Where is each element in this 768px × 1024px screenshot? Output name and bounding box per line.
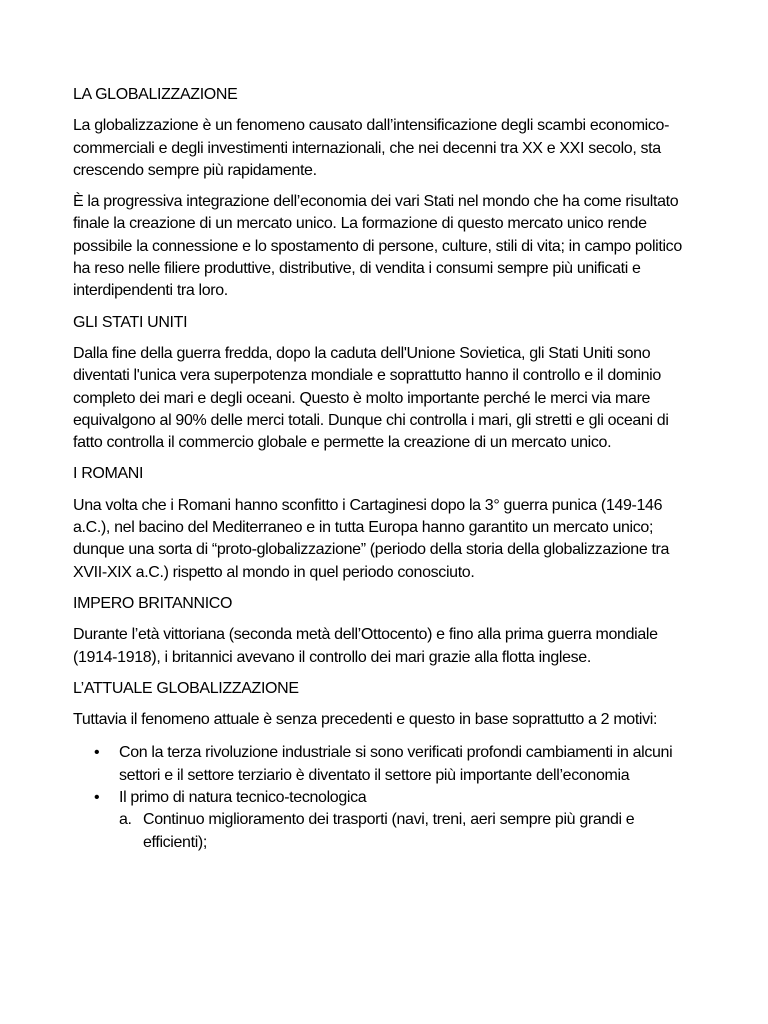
sub-list [73, 809, 698, 854]
bullet-list [73, 742, 698, 809]
sub-list-item [73, 809, 698, 854]
section-impero-britannico [73, 593, 698, 669]
bullet-icon: • [94, 789, 100, 807]
paragraph: Durante l’età vittoriana (seconda metà dell’Ottocento) e fino alla prima guerra mondiale (1914-1918), i britannici avevano il controllo dei mari grazie alla flotta inglese. [73, 626, 658, 666]
paragraph: È la progressiva integrazione dell’economia dei vari Stati nel mondo che ha come risultato finale la creazione di un mercato unico. La formazione di questo mercato unico rende possibile la connessione e lo spostamento di persone, culture, stili di vita; in campo politico ha reso nelle filiere produttive, distributive, di vendita i consumi sempre più unificati e interdipendenti tra loro. [73, 193, 682, 300]
paragraph: La globalizzazione è un fenomeno causato dall’intensificazione degli scambi economico-commerciali e degli investimenti internazionali, che nei decenni tra XX e XXI secolo, sta crescendo sempre più rapidamente. [73, 117, 670, 179]
paragraph: Dalla fine della guerra fredda, dopo la caduta dell'Unione Sovietica, gli Stati Uniti sono diventati l'unica vera superpotenza mondiale e soprattutto hanno il controllo e il dominio completo dei mari e degli oceani. Questo è molto importante perché le merci via mare equivalgono al 90% delle merci totali. Dunque chi controlla i mari, gli stretti e gli oceani di fatto controlla il commercio globale e permette la creazione di un mercato unico. [73, 344, 669, 452]
list-item [73, 787, 698, 809]
section-attuale-globalizzazione [73, 678, 698, 854]
section-heading: I ROMANI [73, 465, 144, 483]
section-romani [73, 463, 698, 583]
section-heading: LA GLOBALIZZAZIONE [73, 86, 238, 103]
document-page [73, 84, 698, 854]
paragraph: Tuttavia il fenomeno attuale è senza precedenti e questo in base soprattutto a 2 motivi: [73, 711, 658, 729]
section-heading: L’ATTUALE GLOBALIZZAZIONE [73, 679, 299, 697]
section-stati-uniti [73, 312, 698, 455]
section-heading: IMPERO BRITANNICO [73, 594, 233, 612]
list-item-text: Il primo di natura tecnico-tecnologica [119, 789, 367, 807]
list-marker: a. [119, 811, 132, 829]
list-item-text: Con la terza rivoluzione industriale si sono verificati profondi cambiamenti in alcuni settori e il settore terziario è diventato il settore più importante dell’economia [119, 744, 673, 784]
section-heading: GLI STATI UNITI [73, 313, 188, 331]
paragraph: Una volta che i Romani hanno sconfitto i Cartaginesi dopo la 3° guerra punica (149-146 a.C.), nel bacino del Mediterraneo e in tutta Europa hanno garantito un mercato unico; dunque una sorta di “proto-globalizzazione” (periodo della storia della globalizzazione tra XVII-XIX a.C.) rispetto al mondo in quel periodo conosciuto. [73, 496, 670, 581]
bullet-icon: • [94, 744, 100, 762]
section-globalizzazione [73, 84, 698, 303]
list-item [73, 742, 698, 787]
sub-list-item-text: Continuo miglioramento dei trasporti (navi, treni, aeri sempre più grandi e efficienti); [143, 811, 635, 851]
